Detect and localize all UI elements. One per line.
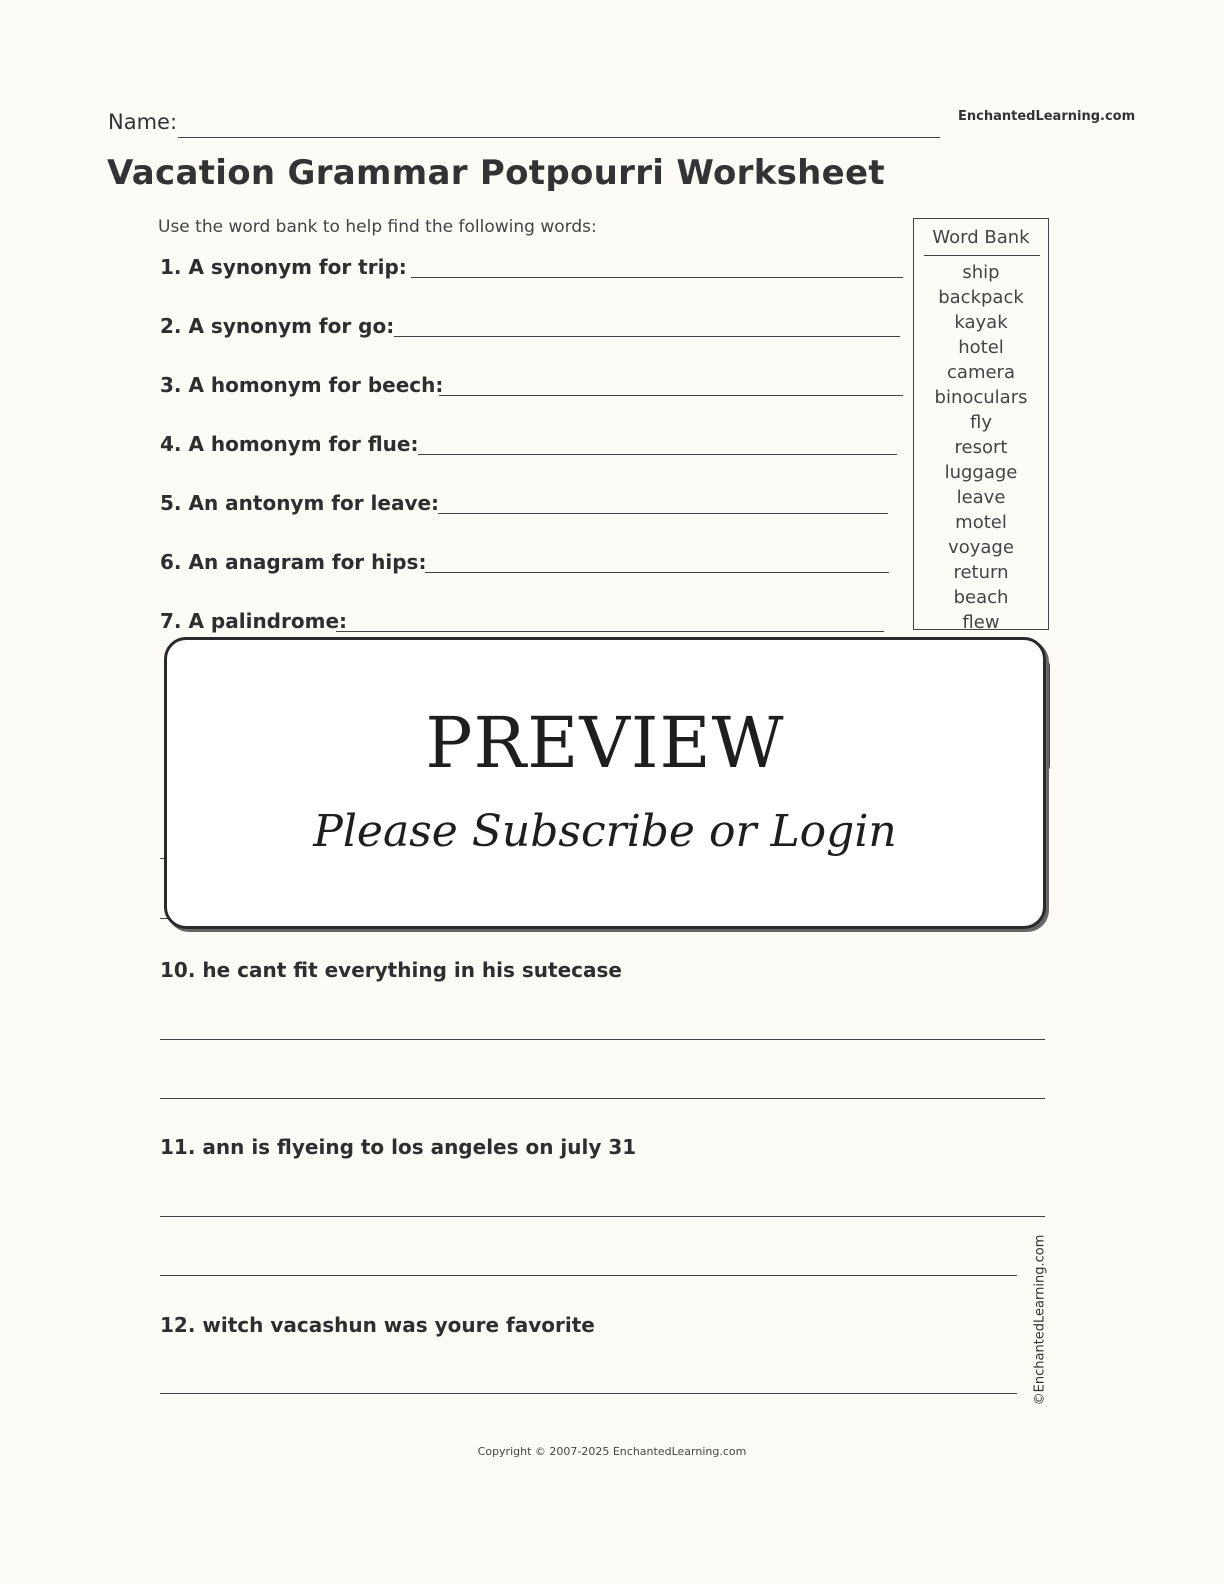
word-bank xyxy=(913,218,1049,633)
site-mark: EnchantedLearning.com xyxy=(958,109,1136,124)
answer-line-4[interactable] xyxy=(418,454,897,455)
question-7: 7. A palindrome: xyxy=(160,609,348,633)
answer-line-7[interactable] xyxy=(336,631,884,632)
word-bank-item: leave xyxy=(956,487,1006,508)
question-4: 4. A homonym for flue: xyxy=(160,432,419,456)
word-bank-rule xyxy=(924,255,1040,256)
word-bank-item: beach xyxy=(953,587,1009,608)
sentence-12: 12. witch vacashun was youre favorite xyxy=(160,1313,595,1337)
preview-title: PREVIEW xyxy=(425,702,785,784)
question-2: 2. A synonym for go: xyxy=(160,314,395,338)
word-bank-item: resort xyxy=(954,437,1008,458)
answer-line-10a[interactable] xyxy=(160,1039,1045,1040)
answer-line-2[interactable] xyxy=(394,336,900,337)
word-bank-list xyxy=(914,260,1048,635)
answer-line-11a[interactable] xyxy=(160,1216,1045,1217)
worksheet-title: Vacation Grammar Potpourri Worksheet xyxy=(107,153,885,193)
name-label: Name: xyxy=(108,110,178,134)
footer-copyright: Copyright © 2007-2025 EnchantedLearning.com xyxy=(477,1445,747,1458)
answer-line-11b[interactable] xyxy=(160,1275,1017,1276)
sentence-11: 11. ann is flyeing to los angeles on july 31 xyxy=(160,1135,637,1159)
answer-line-5[interactable] xyxy=(438,513,888,514)
word-bank-item: ship xyxy=(962,262,1000,283)
instructions: Use the word bank to help find the following words: xyxy=(158,217,597,237)
answer-line-1[interactable] xyxy=(411,277,903,278)
word-bank-item: kayak xyxy=(954,312,1008,333)
question-1: 1. A synonym for trip: xyxy=(160,255,407,279)
word-bank-item: backpack xyxy=(938,287,1024,308)
word-bank-item: luggage xyxy=(944,462,1018,483)
word-bank-title: Word Bank xyxy=(932,227,1030,248)
word-bank-item: camera xyxy=(947,362,1015,383)
word-bank-item: fly xyxy=(970,412,992,433)
preview-subscribe-login[interactable]: Please Subscribe or Login xyxy=(313,806,897,857)
question-5: 5. An antonym for leave: xyxy=(160,491,440,515)
answer-line-6[interactable] xyxy=(425,572,889,573)
answer-line-10b[interactable] xyxy=(160,1098,1045,1099)
word-bank-item: flew xyxy=(962,612,1000,633)
side-copyright: ©EnchantedLearning.com xyxy=(1032,1234,1048,1406)
answer-line-12[interactable] xyxy=(160,1393,1017,1394)
word-bank-item: voyage xyxy=(948,537,1014,558)
sentence-10: 10. he cant fit everything in his sutecase xyxy=(160,958,622,982)
question-3: 3. A homonym for beech: xyxy=(160,373,444,397)
word-bank-item: binoculars xyxy=(934,387,1028,408)
preview-overlay[interactable] xyxy=(164,637,1046,929)
name-line[interactable] xyxy=(178,137,940,138)
question-6: 6. An anagram for hips: xyxy=(160,550,427,574)
word-bank-item: return xyxy=(953,562,1009,583)
word-bank-item: hotel xyxy=(958,337,1004,358)
answer-line-3[interactable] xyxy=(439,395,903,396)
word-bank-item: motel xyxy=(955,512,1007,533)
